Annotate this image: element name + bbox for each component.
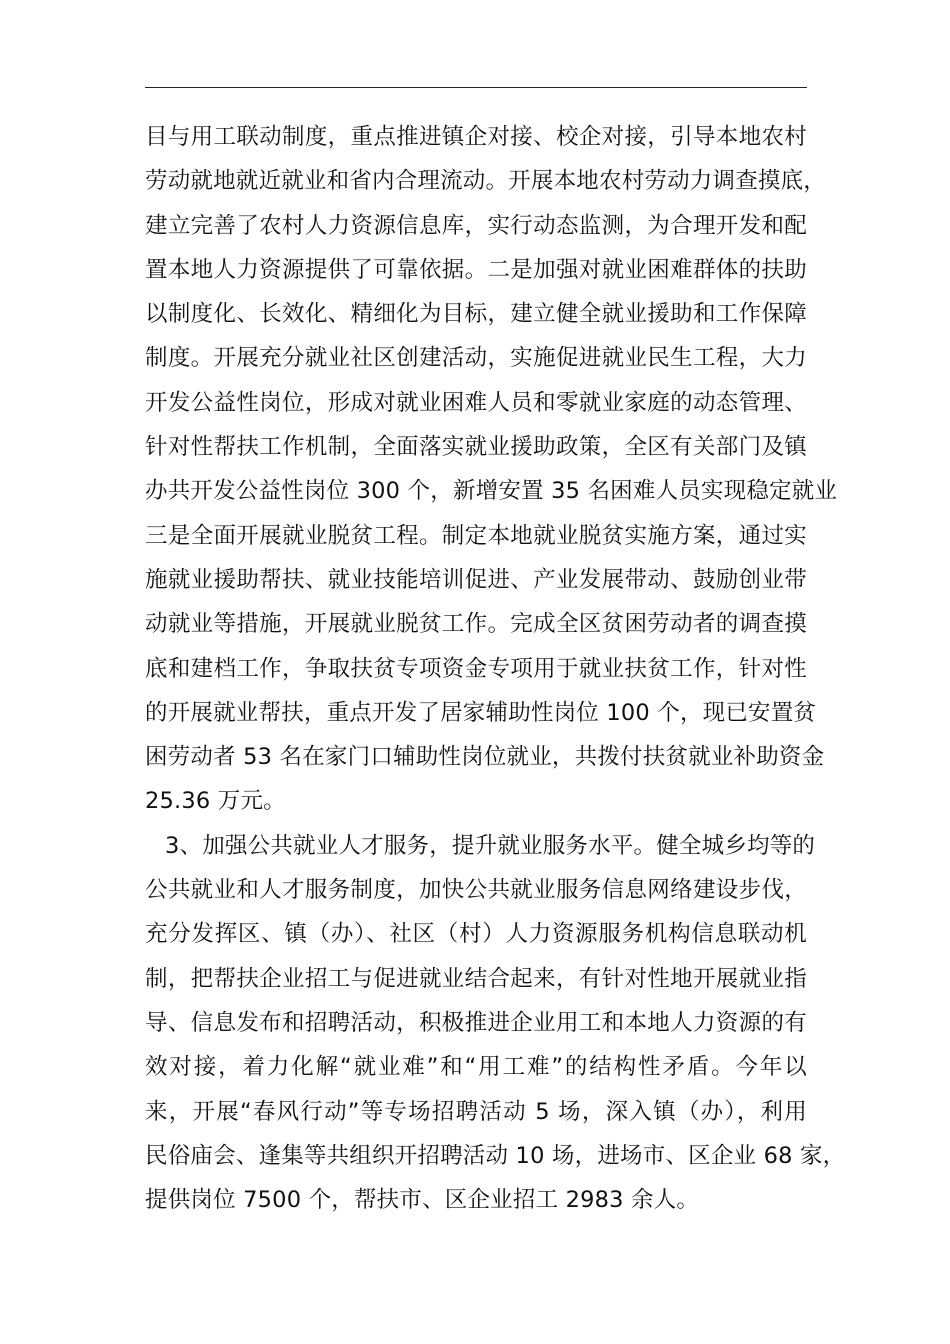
text-line: 以制度化、长效化、精细化为目标，建立健全就业援助和工作保障 <box>145 301 807 328</box>
text-line: 民俗庙会、逢集等共组织开招聘活动 10 场，进场市、区企业 68 家， <box>145 1142 846 1169</box>
text-line: 劳动就地就近就业和省内合理流动。开展本地农村劳动力调查摸底， <box>145 168 827 195</box>
text-line: 充分发挥区、镇（办）、社区（村）人力资源服务机构信息联动机 <box>145 921 807 948</box>
text-line: 建立完善了农村人力资源信息库，实行动态监测，为合理开发和配 <box>145 212 807 239</box>
paragraph <box>145 115 838 824</box>
text-line: 提供岗位 7500 个，帮扶市、区企业招工 2983 余人。 <box>145 1187 700 1214</box>
paragraph <box>145 824 846 1223</box>
text-line: 目与用工联动制度，重点推进镇企对接、校企对接，引导本地农村 <box>145 124 807 150</box>
text-line: 公共就业和人才服务制度，加快公共就业服务信息网络建设步伐， <box>145 877 807 904</box>
text-line: 制，把帮扶企业招工与促进就业结合起来，有针对性地开展就业指 <box>145 965 807 992</box>
text-line: 导、信息发布和招聘活动，积极推进企业用工和本地人力资源的有 <box>145 1009 807 1036</box>
text-line: 25.36 万元。 <box>145 788 286 815</box>
text-line: 三是全面开展就业脱贫工程。制定本地就业脱贫实施方案，通过实 <box>145 522 807 549</box>
text-line: 置本地人力资源提供了可靠依据。二是加强对就业困难群体的扶助 <box>145 256 807 283</box>
text-line: 来，开展“春风行动”等专场招聘活动 5 场，深入镇（办），利用 <box>145 1098 807 1125</box>
text-line: 的开展就业帮扶，重点开发了居家辅助性岗位 100 个，现已安置贫 <box>145 699 817 726</box>
text-line: 3、加强公共就业人才服务，提升就业服务水平。健全城乡均等的 <box>165 832 816 859</box>
text-line: 效对接，着力化解“就业难”和“用工难”的结构性矛盾。今年以 <box>145 1054 807 1081</box>
document-body <box>145 115 846 1222</box>
header-rule <box>145 87 807 88</box>
text-line: 施就业援助帮扶、就业技能培训促进、产业发展带动、鼓励创业带 <box>145 566 807 593</box>
text-line: 制度。开展充分就业社区创建活动，实施促进就业民生工程，大力 <box>145 345 807 372</box>
text-line: 开发公益性岗位，形成对就业困难人员和零就业家庭的动态管理、 <box>145 389 807 416</box>
text-line: 困劳动者 53 名在家门口辅助性岗位就业，共拨付扶贫就业补助资金 <box>145 744 825 771</box>
text-line: 办共开发公益性岗位 300 个，新增安置 35 名困难人员实现稳定就业 <box>145 478 838 505</box>
text-line: 动就业等措施，开展就业脱贫工作。完成全区贫困劳动者的调查摸 <box>145 611 807 638</box>
text-line: 针对性帮扶工作机制，全面落实就业援助政策，全区有关部门及镇 <box>145 434 807 461</box>
text-line: 底和建档工作，争取扶贫专项资金专项用于就业扶贫工作，针对性 <box>145 655 807 682</box>
